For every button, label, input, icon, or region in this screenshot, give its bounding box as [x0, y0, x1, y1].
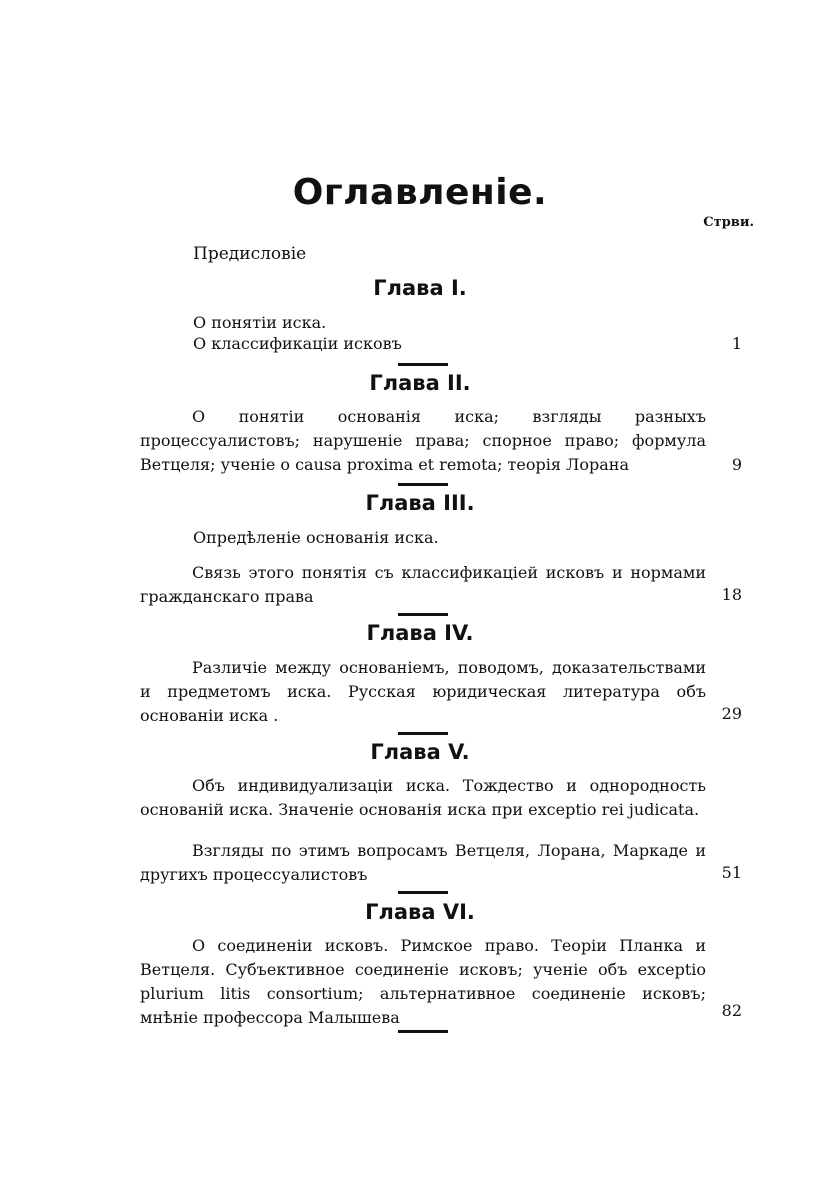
chapter-1-page: 1 [731, 334, 742, 353]
chapter-6-text-body: О соединеніи исковъ. Римское право. Теоріи Планка и Ветцеля. Субъективное соединеніе исковъ; ученіе объ exceptio plurium litis consortium; альтернативное соединеніе исковъ; мнѣніе профессора Малышева [140, 936, 706, 1027]
chapter-divider [398, 732, 448, 735]
chapter-5-text [140, 774, 706, 822]
chapter-5-text-body: Объ индивидуализаціи иска. Тождество и однородность основаній иска. Значеніе основанія иска при exceptio rei judicata. [140, 776, 706, 819]
chapter-2-page: 9 [731, 455, 742, 474]
chapter-4-text-body: Различіе между основаніемъ, поводомъ, доказательствами и предметомъ иска. Русская юридическая литература объ основаніи иска . [140, 658, 706, 725]
preface-entry: Предисловіе [193, 244, 307, 264]
chapter-5-text-2-body: Взгляды по этимъ вопросамъ Ветцеля, Лорана, Маркаде и другихъ процессуалистовъ [140, 841, 706, 884]
chapter-2-text-body: О понятіи основанія иска; взгляды разныхъ процессуалистовъ; нарушеніе права; спорное право; формула Ветцеля; ученіе о causa proxima et remota; теорія Лорана [140, 407, 706, 474]
chapter-3-heading: Глава III. [365, 491, 475, 515]
chapter-2-heading: Глава II. [369, 371, 471, 395]
chapter-5-page: 51 [721, 863, 742, 882]
pages-column-header: Стрви. [703, 215, 754, 230]
chapter-divider [398, 483, 448, 486]
chapter-1-heading: Глава I. [373, 276, 467, 300]
chapter-4-text [140, 656, 706, 728]
chapter-3-text [140, 561, 706, 609]
chapter-6-heading: Глава VI. [365, 900, 475, 924]
chapter-divider [398, 363, 448, 366]
page-title: Оглавленіе. [292, 172, 548, 213]
chapter-6-page: 82 [721, 1001, 742, 1020]
chapter-3-text-body: Связь этого понятія съ классификаціей исковъ и нормами гражданскаго права [140, 563, 706, 606]
chapter-3-page: 18 [721, 585, 742, 604]
chapter-5-heading: Глава V. [370, 740, 470, 764]
chapter-4-page: 29 [721, 704, 742, 723]
chapter-divider [398, 891, 448, 894]
chapter-divider [398, 1030, 448, 1033]
chapter-1-entry-1: О понятіи иска. [193, 313, 327, 332]
chapter-3-entry-1: Опредѣленіе основанія иска. [193, 528, 439, 547]
chapter-2-text [140, 405, 706, 477]
chapter-4-heading: Глава IV. [366, 621, 474, 645]
chapter-1-entry-2: О классификаціи исковъ [193, 334, 402, 353]
chapter-5-text-2 [140, 839, 706, 887]
chapter-divider [398, 613, 448, 616]
chapter-6-text [140, 934, 706, 1030]
